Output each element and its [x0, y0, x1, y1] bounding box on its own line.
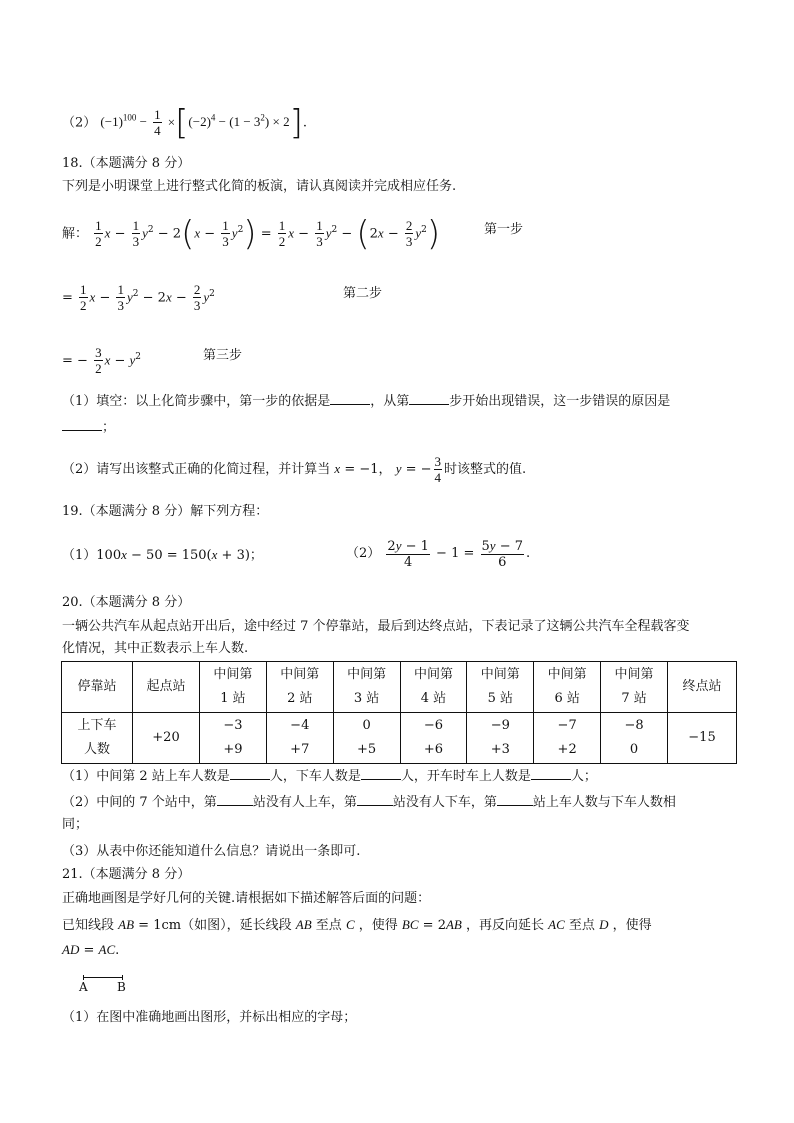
- table-cell: +20: [133, 713, 200, 764]
- step1-label: 第一步: [484, 222, 524, 237]
- answer-blank[interactable]: [330, 391, 370, 405]
- table-cell: −9 +3: [467, 713, 534, 764]
- q18-intro: 下列是小明课堂上进行整式化简的板演，请认真阅读并完成相应任务.: [62, 179, 457, 194]
- answer-blank[interactable]: [217, 792, 253, 806]
- q18-task1: （1）填空：以上化简步骤中，第一步的依据是 ，从第 步开始出现错误，这一步错误的原因是: [62, 391, 670, 411]
- table-header-cell: 中间第 1 站: [200, 662, 267, 713]
- point-a-label: A: [79, 980, 88, 994]
- answer-blank[interactable]: [531, 766, 571, 780]
- table-header-cell: 中间第 3 站: [333, 662, 400, 713]
- table-header-cell: 中间第 4 站: [400, 662, 467, 713]
- q18-step1-expression: 解： $\frac{1}{2}$ x − $\frac{1}{3}$ $y^2 - 2(x$ − $\frac{1}{3}$ $y^2$) = $\frac{1}{2}$ x − $\frac{1}{3}$ $y^2 - (2x$ − $\frac{2}{3}$ $y^2$): [62, 213, 441, 254]
- q21-line1: 已知线段 AB = 1cm（如图），延长线段 AB 至点 C ，使得 BC = 2AB ，再反向延长 AC 至点 D ，使得: [62, 917, 652, 933]
- q18-step2-expression: = $\frac{1}{2}$ x − $\frac{1}{3}$ $y^2 - 2x$ − $\frac{2}{3}$ $y^2$: [62, 282, 215, 314]
- step2-label: 第二步: [343, 286, 383, 301]
- table-cell: −6 +6: [400, 713, 467, 764]
- table-header-cell: 中间第 2 站: [266, 662, 333, 713]
- q21-subquestion-1: （1）在图中准确地画出图形，并标出相应的字母；: [62, 1010, 357, 1025]
- table-header-cell: 中间第 7 站: [601, 662, 668, 713]
- table-header-cell: 终点站: [668, 662, 737, 713]
- q21-heading: 21.（本题满分 8 分）: [62, 867, 191, 882]
- table-header-cell: 中间第 5 站: [467, 662, 534, 713]
- table-cell: −3 +9: [200, 713, 267, 764]
- q21-line2: AD = AC.: [62, 942, 120, 958]
- table-header-cell: 中间第 6 站: [534, 662, 601, 713]
- fraction: $\frac{1}{4}$: [154, 107, 161, 139]
- table-cell: −7 +2: [534, 713, 601, 764]
- answer-blank[interactable]: [230, 766, 270, 780]
- answer-blank[interactable]: [361, 766, 401, 780]
- table-row-header: 上下车 人数: [62, 713, 133, 764]
- table-header-cell: 停靠站: [62, 662, 133, 713]
- table-row: [62, 662, 737, 713]
- passenger-table: [61, 661, 737, 764]
- table-row: [62, 713, 737, 764]
- step3-label: 第三步: [203, 348, 243, 363]
- table-cell: −4 +7: [266, 713, 333, 764]
- q20-subquestion-2-cont: 同；: [62, 817, 89, 832]
- table-header-cell: 起点站: [133, 662, 200, 713]
- q18-task2: （2）请写出该整式正确的化简过程，并计算当 x = −1， y = − $\frac{3}{4}$ 时该整式的值.: [62, 454, 527, 485]
- q20-intro-line1: 一辆公共汽车从起点站开出后，途中经过 7 个停靠站，最后到达终点站，下表记录了这辆公共汽车全程载客变: [62, 619, 690, 634]
- problem-17-part-2: （2） $(-1)^{100}$ − $\frac{1}{4}$ $\times[(-2)^4 - (1 - 3^2) \times 2]$.: [62, 102, 307, 143]
- q19-heading: 19.（本题满分 8 分）解下列方程：: [62, 504, 269, 519]
- q18-heading: 18.（本题满分 8 分）: [62, 156, 191, 171]
- q20-subquestion-2: （2）中间的 7 个站中，第 站没有人上车，第 站没有人下车，第 站上车人数与下车人数相: [62, 792, 676, 812]
- table-cell: −8 0: [601, 713, 668, 764]
- answer-blank[interactable]: [409, 391, 449, 405]
- answer-blank[interactable]: [497, 792, 533, 806]
- q20-intro-line2: 化情况，其中正数表示上车人数.: [62, 641, 249, 656]
- q18-task1-cont: ；: [62, 417, 115, 437]
- answer-blank[interactable]: [357, 792, 393, 806]
- q19-equation-1: （1）100x − 50 = 150(x + 3)；: [62, 547, 263, 563]
- q20-heading: 20.（本题满分 8 分）: [62, 595, 191, 610]
- point-b-label: B: [117, 980, 126, 994]
- q18-step3-expression: = − $\frac{3}{2}$ $x - y^2$: [62, 345, 142, 377]
- table-cell: 0 +5: [333, 713, 400, 764]
- q20-subquestion-1: （1）中间第 2 站上车人数是 人，下车人数是 人，开车时车上人数是 人；: [62, 766, 597, 786]
- q19-equation-2: （2） $\frac{2y - 1}{4}$ − 1 = $\frac{5y - 7}{6}$ .: [346, 537, 531, 570]
- answer-blank[interactable]: [62, 417, 102, 431]
- q20-subquestion-3: （3）从表中你还能知道什么信息？请说出一条即可.: [62, 844, 361, 859]
- q21-intro: 正确地画图是学好几何的关键.请根据如下描述解答后面的问题：: [62, 891, 431, 906]
- table-cell: −15: [668, 713, 737, 764]
